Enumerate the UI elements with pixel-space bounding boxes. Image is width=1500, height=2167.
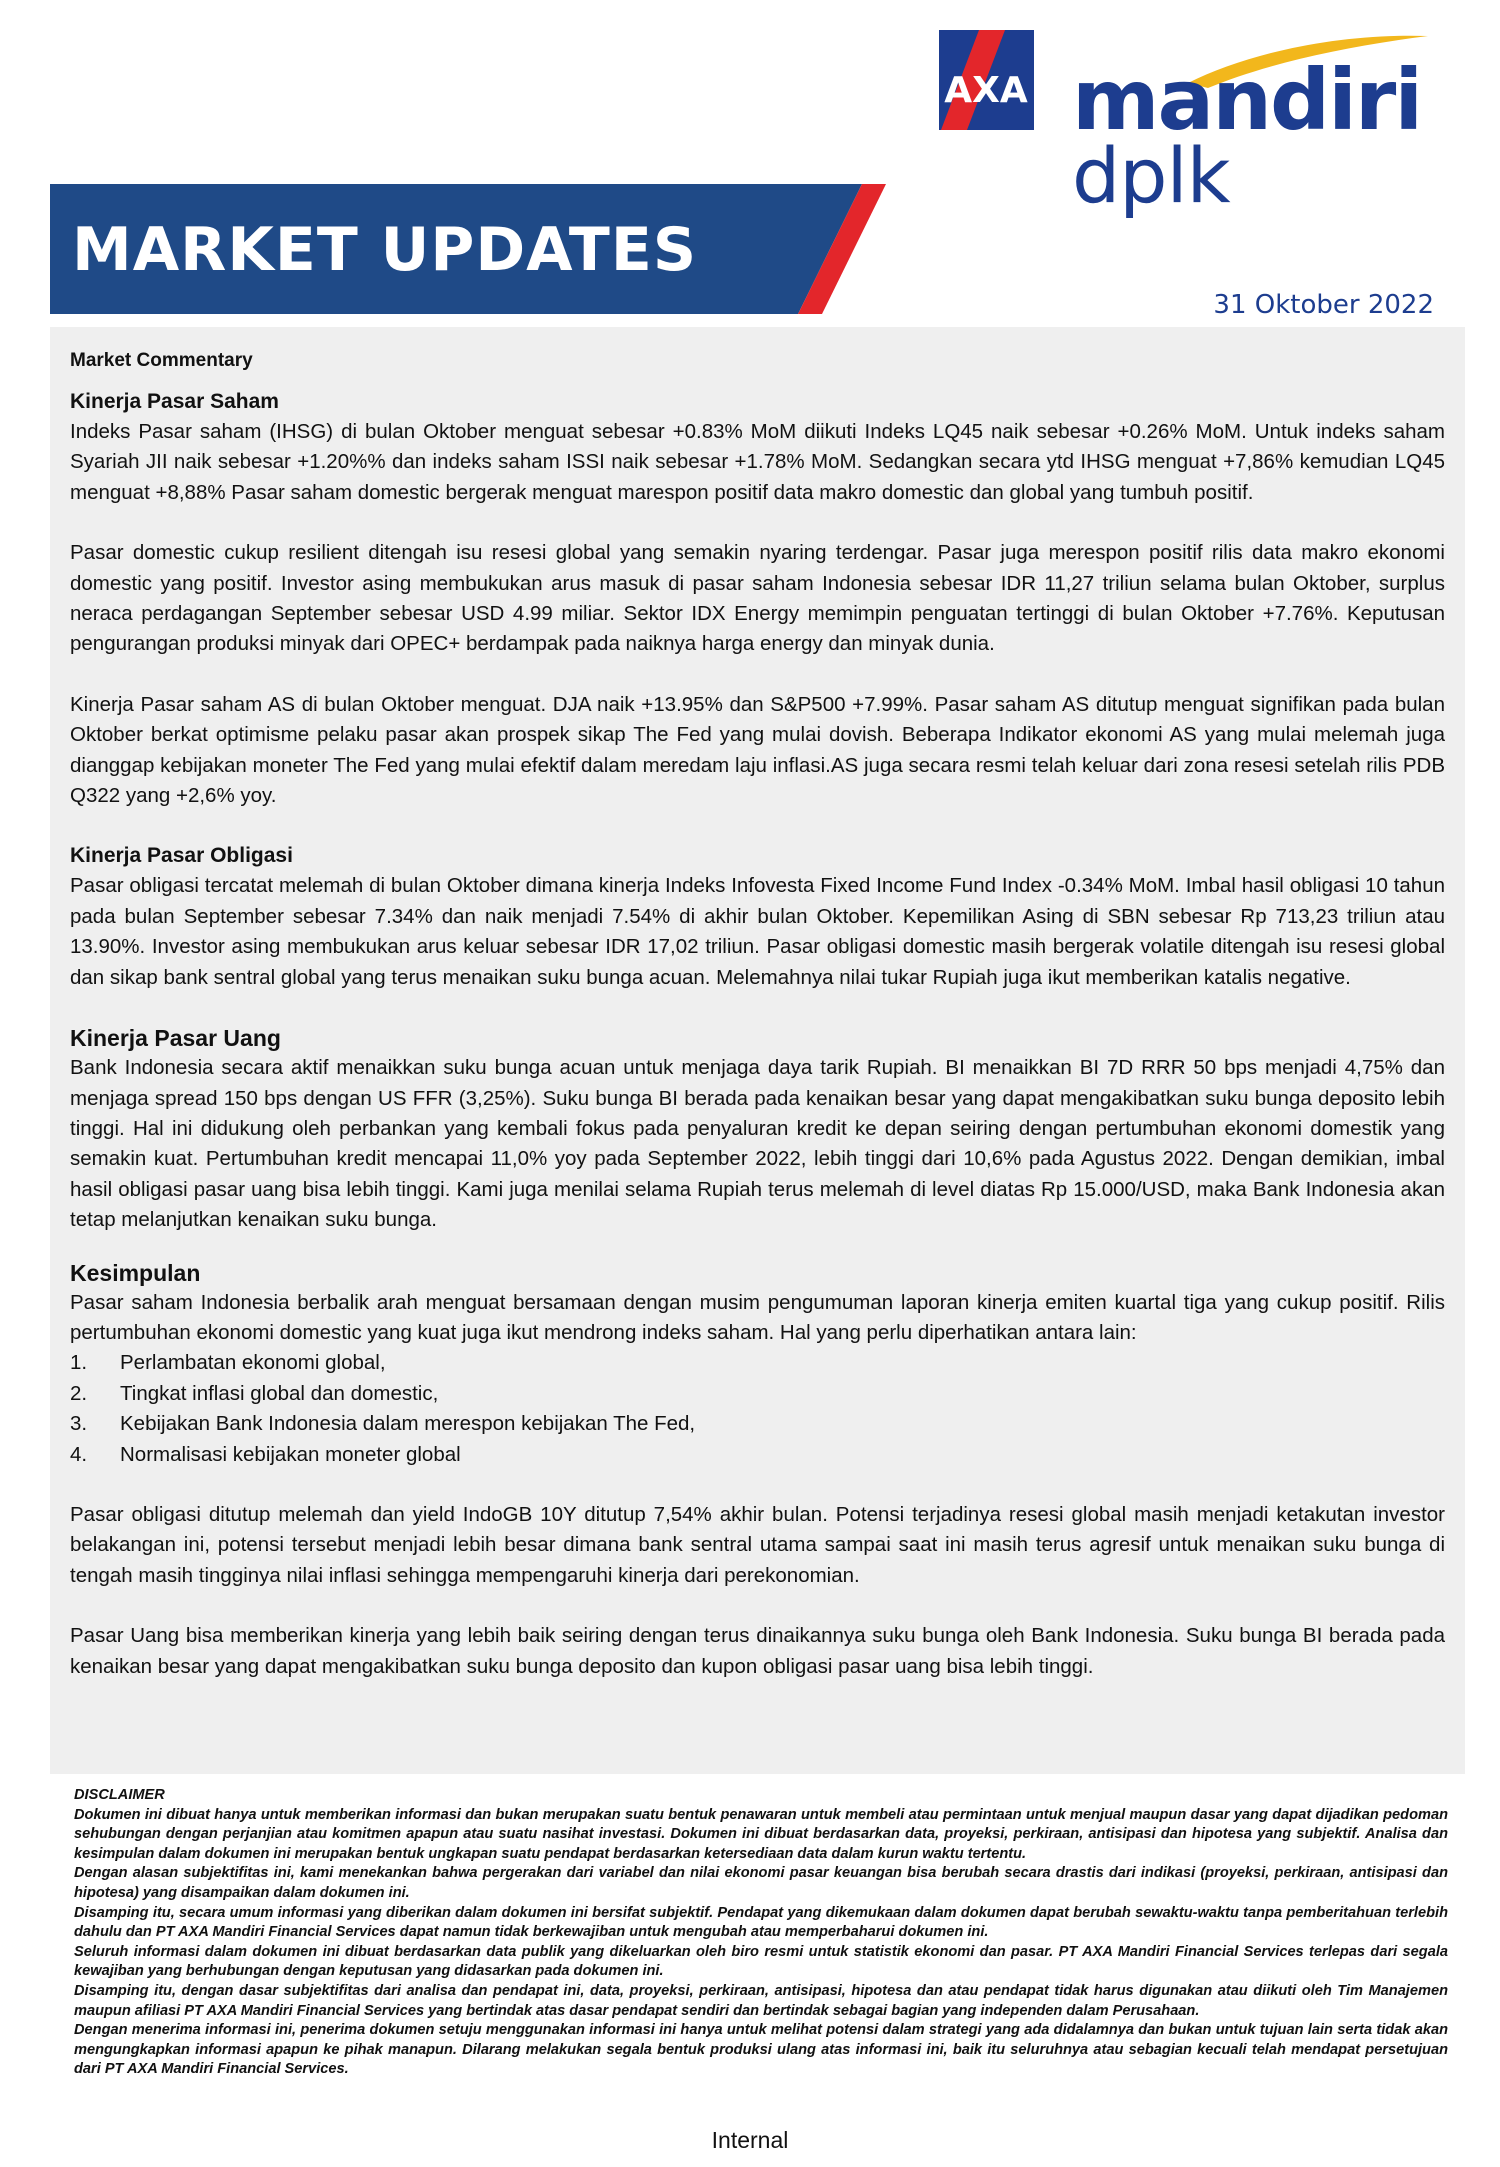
heading-pasar-uang: Kinerja Pasar Uang (70, 1025, 281, 1052)
dplk-wordmark: dplk (1072, 131, 1230, 220)
disclaimer-paragraph: Dengan alasan subjektifitas ini, kami menekankan bahwa pergerakan dari variabel dan nilai ekonomi pasar keuangan bisa berubah secara drastis dari indikasi (proyeksi, perkiraan, antisipasi dan hipotesa) yang disampaikan dalam dokumen ini. (74, 1865, 1448, 1901)
disclaimer (74, 1786, 1448, 2080)
list-item: 1. Perlambatan ekonomi global, (70, 1351, 386, 1375)
disclaimer-paragraph: Disamping itu, secara umum informasi yang diberikan dalam dokumen ini bersifat subjektif. Pendapat yang dikemukaan dalam dokumen dapat berubah sewaktu-waktu tanpa pemberitahuan terlebih dahulu dan PT AXA Mandiri Financial Services dapat namun tidak berkewajiban untuk mengubah atau memperbaharui dokumen ini. (74, 1904, 1448, 1941)
list-item: 2. Tingkat inflasi global dan domestic, (70, 1381, 439, 1405)
report-date: 31 Oktober 2022 (1213, 290, 1434, 320)
market-commentary-section (50, 327, 1465, 1774)
paragraph-kesimpulan-obligasi: Pasar obligasi ditutup melemah dan yield IndoGB 10Y ditutup 7,54% akhir bulan. Potensi terjadinya resesi global masih menjadi ketakutan investor belakangan ini, potensi tersebut menjadi lebih besar dimana bank sentral utama sampai saat ini masih terus agresif untuk menaikan suku bunga di tengah masih tingginya nilai inflasi sehingga mempengaruhi kinerja dari perekonomian. (70, 1502, 1445, 1587)
axa-logo-text: AXA (944, 70, 1028, 111)
page-title: MARKET UPDATES (72, 215, 698, 285)
heading-saham: Kinerja Pasar Saham (70, 390, 279, 413)
paragraph-obligasi: Pasar obligasi tercatat melemah di bulan Oktober dimana kinerja Indeks Infovesta Fixed Income Fund Index -0.34% MoM. Imbal hasil obligasi 10 tahun pada bulan September sebesar 7.34% dan naik menjadi 7.54% di akhir bulan Oktober. Kepemilikan Asing di SBN sebesar Rp 713,23 triliun atau 13.90%. Investor asing membukukan arus keluar sebesar IDR 17,02 triliun. Pasar obligasi domestic masih bergerak volatile ditengah isu resesi global dan sikap bank sentral global yang terus menaikan suku bunga acuan. Melemahnya nilai tukar Rupiah juga ikut memberikan katalis negative. (70, 874, 1445, 989)
paragraph-saham-2: Pasar domestic cukup resilient ditengah isu resesi global yang semakin nyaring terdengar. Pasar juga merespon positif rilis data makro ekonomi domestic yang positif. Investor asing membukukan arus masuk di pasar saham Indonesia sebesar IDR 11,27 triliun selama bulan Oktober, surplus neraca perdagangan September sebesar USD 4.99 miliar. Sektor IDX Energy memimpin penguatan tertinggi di bulan Oktober +7.76%. Keputusan pengurangan produksi minyak dari OPEC+ berdampak pada naiknya harga energy dan minyak dunia. (70, 541, 1445, 656)
list-item: 3. Kebijakan Bank Indonesia dalam merespon kebijakan The Fed, (70, 1412, 696, 1436)
list-item: 4. Normalisasi kebijakan moneter global (70, 1442, 461, 1466)
heading-kesimpulan: Kesimpulan (70, 1259, 201, 1286)
disclaimer-paragraph: Seluruh informasi dalam dokumen ini dibuat berdasarkan data publik yang dikeluarkan oleh biro resmi untuk statistik ekonomi dan pasar. PT AXA Mandiri Financial Services terlepas dari segala kewajiban yang berhubungan dengan keputusan yang didasarkan pada dokumen ini. (74, 1943, 1448, 1980)
disclaimer-paragraph: Dokumen ini dibuat hanya untuk memberikan informasi dan bukan merupakan suatu bentuk penawaran untuk membeli atau permintaan untuk menjual maupun dasar yang dapat dijadikan pedoman sehubungan dengan perjanjian atau komitmen apapun atau suatu nasihat investasi. Dokumen ini dibuat berdasarkan data, proyeksi, perkiraan, antisipasi dan hipotesa yang subjektif. Analisa dan kesimpulan dalam dokumen ini merupakan bentuk ungkapan suatu pendapat berdasarkan ketersediaan data dalam kurun waktu tertentu. (74, 1806, 1448, 1862)
paragraph-pasar-uang: Bank Indonesia secara aktif menaikkan suku bunga acuan untuk menjaga daya tarik Rupiah. BI menaikkan BI 7D RRR 50 bps menjadi 4,75% dan menjaga spread 150 bps dengan US FFR (3,25%). Suku bunga BI berada pada kenaikan besar yang dapat mengakibatkan suku bunga deposito lebih tinggi. Hal ini didukung oleh perbankan yang kembali fokus pada penyaluran kredit ke depan seiring dengan pertumbuhan ekonomi domestik yang semakin kuat. Pertumbuhan kredit mencapai 11,0% yoy pada September 2022, lebih tinggi dari 10,6% pada Agustus 2022. Dengan demikian, imbal hasil obligasi pasar uang bisa lebih tinggi. Kami juga menilai selama Rupiah terus melemah di level diatas Rp 15.000/USD, maka Bank Indonesia akan tetap melanjutkan kenaikan suku bunga. (70, 1056, 1445, 1232)
heading-obligasi: Kinerja Pasar Obligasi (70, 844, 293, 868)
mandiri-wordmark: mandiri (1072, 51, 1422, 149)
paragraph-saham-3: Kinerja Pasar saham AS di bulan Oktober menguat. DJA naik +13.95% dan S&P500 +7.99%. Pasar saham AS ditutup menguat signifikan pada bulan Oktober berkat optimisme pelaku pasar akan prospek sikap The Fed yang mulai dovish. Beberapa Indikator ekonomi AS yang mulai melemah juga dianggap kebijakan moneter The Fed yang mulai efektif dalam meredam laju inflasi.AS juga secara resmi telah keluar dari zona resesi setelah rilis PDB Q322 yang +2,6% yoy. (70, 692, 1445, 808)
disclaimer-paragraph: Dengan menerima informasi ini, penerima dokumen setuju menggunakan informasi ini hanya untuk melihat potensi dalam strategi yang ada didalamnya dan bukan untuk tujuan lain serta tidak akan mengungkapkan informasi apapun ke pihak manapun. Dilarang melakukan segala bentuk produksi ulang atas informasi ini, baik itu seluruhnya atau sebagian kecuali telah mendapat persetujuan dari PT AXA Mandiri Financial Services. (74, 2022, 1448, 2078)
paragraph-kesimpulan-intro: Pasar saham Indonesia berbalik arah menguat bersamaan dengan musim pengumuman laporan kinerja emiten kuartal tiga yang cukup positif. Rilis pertumbuhan ekonomi domestic yang kuat juga ikut mendrong indeks saham. Hal yang perlu diperhatikan antara lain: (70, 1290, 1445, 1344)
axa-logo (939, 30, 1034, 130)
paragraph-saham-1: Indeks Pasar saham (IHSG) di bulan Oktober menguat sebesar +0.83% MoM diikuti Indeks LQ45 naik sebesar +0.26% MoM. Untuk indeks saham Syariah JII naik sebesar +1.20%% dan indeks saham ISSI naik sebesar +1.78% MoM. Sedangkan secara ytd IHSG menguat +7,86% kemudian LQ45 menguat +8,88% Pasar saham domestic bergerak menguat marespon positif data makro domestic dan global yang tumbuh positif. (70, 420, 1445, 504)
kesimpulan-list (70, 1348, 1445, 1470)
disclaimer-paragraph: Disamping itu, dengan dasar subjektifitas dari analisa dan pendapat ini, data, proyeksi, perkiraan, antisipasi, hipotesa dan atau pendapat tidak harus digunakan atau diikuti oleh Tim Manajemen maupun afiliasi PT AXA Mandiri Financial Services yang bertindak atas dasar pendapat sendiri dan bertindak sebagai bagian yang independen dalam Perusahaan. (74, 1982, 1448, 2019)
section-label: Market Commentary (70, 350, 253, 371)
disclaimer-title: DISCLAIMER (74, 1787, 165, 1803)
market-updates-banner (50, 184, 886, 314)
paragraph-kesimpulan-uang: Pasar Uang bisa memberikan kinerja yang lebih baik seiring dengan terus dinaikannya suku bunga oleh Bank Indonesia. Suku bunga BI berada pada kenaikan besar yang dapat mengakibatkan suku bunga deposito dan kupon obligasi pasar uang bisa lebih tinggi. (70, 1624, 1445, 1678)
axa-logo-mark (939, 30, 1034, 130)
document-classification: Internal (711, 2127, 789, 2153)
